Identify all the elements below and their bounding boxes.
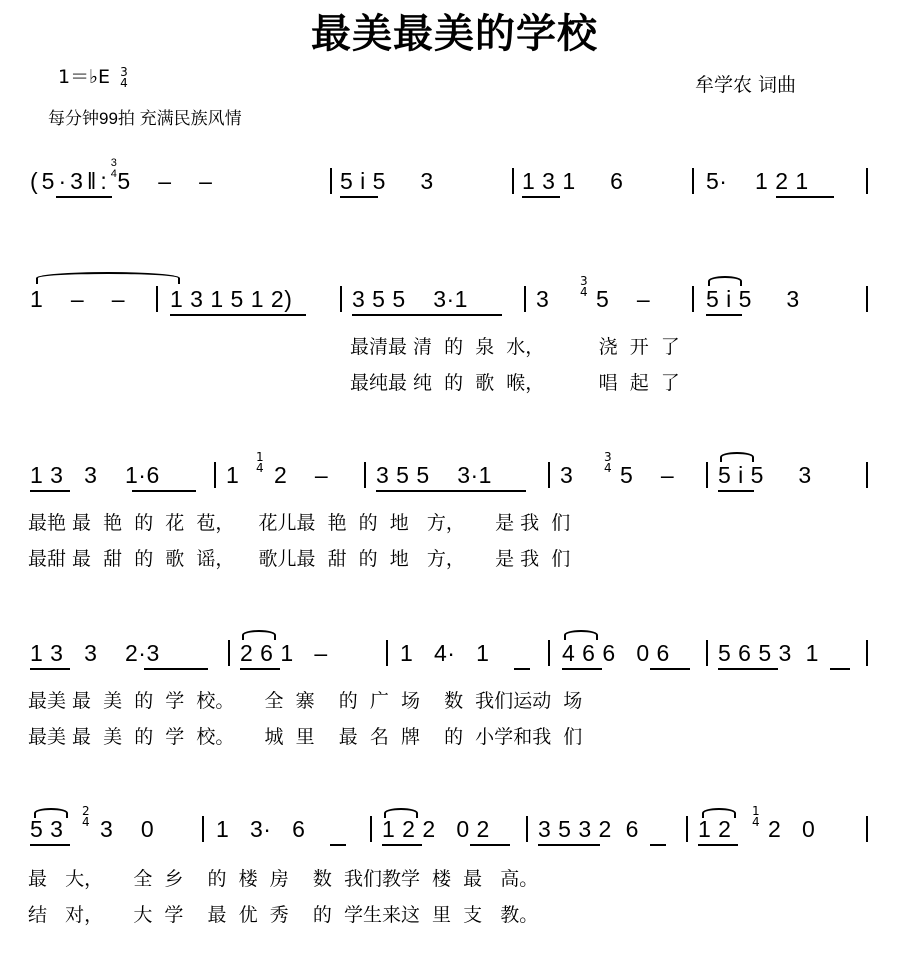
staff-line-2: 1 – – 1 3 1 5 1 2) 3 5 5 3·1 3 3 4 5 – 5 i 5 3 最清最 清 的 泉 水， 浇 开 了 最纯最 纯 的 歌 喉， 唱 起 了 bbox=[0, 272, 909, 392]
song-title: 最美最美的学校 bbox=[311, 11, 598, 57]
lyrics-verse-1-line-2: 最清最 清 的 泉 水， 浇 开 了 bbox=[350, 336, 680, 358]
key-signature: 1＝♭E 3 4 bbox=[58, 64, 128, 90]
author-credit: 牟学农 词曲 bbox=[695, 74, 797, 96]
lyrics-verse-1-line-4: 最美 最 美 的 学 校。 全 寨 的 广 场 数 我们运动 场 bbox=[28, 690, 583, 712]
lyrics-verse-2-line-2: 最纯最 纯 的 歌 喉， 唱 起 了 bbox=[350, 372, 680, 394]
tempo-marking: 每分钟99拍 充满民族风情 bbox=[48, 109, 242, 128]
lyrics-verse-2-line-3: 最甜 最 甜 的 歌 谣， 歌儿最 甜 的 地 方， 是 我 们 bbox=[28, 548, 571, 570]
lyrics-verse-1-line-3: 最艳 最 艳 的 花 苞， 花儿最 艳 的 地 方， 是 我 们 bbox=[28, 512, 571, 534]
staff-line-4: 1 3 3 2·3 2 6 1 – 1 4· 1 4 6 6 0 6 5 6 5 3 1 最美 最 美 的 学 校。 全 寨 的 广 场 数 我们运动 场 最美 最 美 的 学 校。 城 里 最 名 牌 的 小学和我 们 bbox=[0, 634, 909, 754]
staff-line-3: 1 3 3 1·6 1 1 4 2 – 3 5 5 3·1 3 3 4 5 – 5 i 5 3 最艳 最 艳 的 花 苞， 花儿最 艳 的 地 方， 是 我 们 最甜 最 甜 的 歌 谣， 歌儿最 甜 的 地 方， 是 我 们 bbox=[0, 456, 909, 576]
lyrics-verse-1-line-5: 最 大， 全 乡 的 楼 房 数 我们教学 楼 最 高。 bbox=[28, 868, 539, 890]
staff-line-5: 5 3 2 4 3 0 1 3· 6 1 2 2 0 2 3 5 3 2 6 1 2 1 4 2 0 最 大， 全 乡 的 楼 房 数 我们教学 楼 最 高。 结 对， 大 学 最 优 秀 的 学生来这 里 支 教。 bbox=[0, 812, 909, 932]
staff-line-1: (5·3‖:3 45 – – 5 i 5 3 1 3 1 6 5· 1 2 1 bbox=[0, 160, 909, 280]
lyrics-verse-2-line-5: 结 对， 大 学 最 优 秀 的 学生来这 里 支 教。 bbox=[28, 904, 539, 926]
time-signature: 3 4 bbox=[120, 64, 128, 90]
notation-line-1: (5·3‖:3 45 – – bbox=[30, 157, 213, 194]
lyrics-verse-2-line-4: 最美 最 美 的 学 校。 城 里 最 名 牌 的 小学和我 们 bbox=[28, 726, 583, 748]
